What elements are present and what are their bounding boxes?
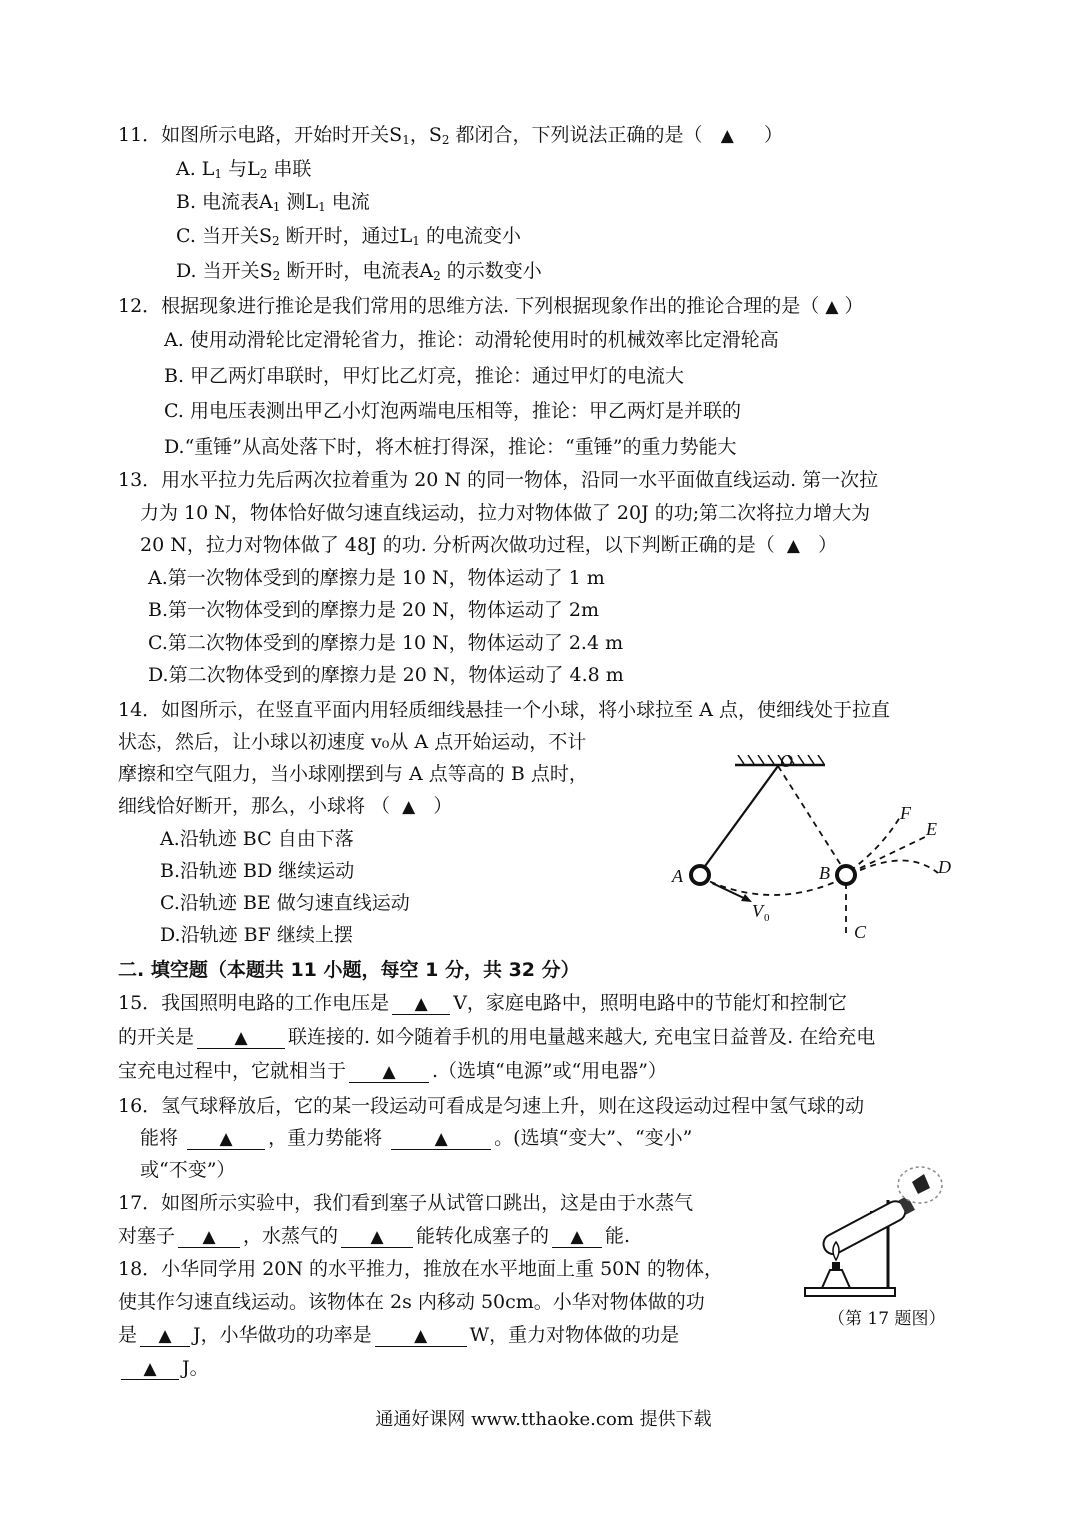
q11-option-d: D. 当开关$S_2$ 断开时，电流表$A_2$ 的示数变小 [176, 260, 542, 283]
q15-line1: 15．我国照明电路的工作电压是 ▲ V，家庭电路中，照明电路中的节能灯和控制它 [118, 992, 847, 1014]
answer-placeholder-icon: ▲ [402, 797, 416, 817]
q15-line2: 的开关是 ▲ 联连接的. 如今随着手机的用电量越来越大, 充电宝日益普及. 在给充电 [118, 1026, 876, 1048]
answer-placeholder-icon: ▲ [158, 1326, 172, 1346]
answer-placeholder-icon: ▲ [382, 1062, 396, 1082]
q13-option-d: D.第二次物体受到的摩擦力是 20 N，物体运动了 4.8 m [148, 664, 624, 686]
q14-option-d: D.沿轨迹 BF 继续上摆 [160, 924, 353, 946]
q14-option-a: A.沿轨迹 BC 自由下落 [160, 828, 354, 850]
path-bd [850, 860, 938, 875]
path-bf [850, 817, 900, 871]
q14-stem-line4: 细线恰好断开，那么，小球将 （ ▲ ） [118, 795, 453, 817]
q13-stem-line1: 13．用水平拉力先后两次拉着重为 20 N 的同一物体，沿同一水平面做直线运动. 第一次拉 [118, 469, 879, 491]
q14-option-c: C.沿轨迹 BE 做匀速直线运动 [160, 892, 410, 914]
path-be [850, 837, 925, 873]
q11-option-c: C. 当开关$S_2$ 断开时，通过$L_1$ 的电流变小 [176, 225, 521, 248]
string-dashed-line [778, 766, 846, 873]
section-heading: 二. 填空题（本题共 11 小题，每空 1 分，共 32 分） [118, 959, 580, 981]
q12-option-c: C. 用电压表测出甲乙小灯泡两端电压相等，推论：甲乙两灯是并联的 [164, 400, 741, 422]
test-tube-apparatus [800, 1160, 950, 1310]
q16-line3: 或“不变”） [140, 1159, 236, 1181]
flame-icon [833, 1242, 839, 1260]
answer-blank[interactable] [349, 1061, 429, 1083]
answer-placeholder-icon: ▲ [219, 1129, 233, 1149]
q12-option-a: A. 使用动滑轮比定滑轮省力，推论：动滑轮使用时的机械效率比定滑轮高 [164, 329, 779, 351]
q16-line1: 16．氢气球释放后，它的某一段运动可看成是匀速上升，则在这段运动过程中氢气球的动 [118, 1095, 865, 1117]
figure-caption: （第 17 题图） [828, 1309, 946, 1329]
label-a: A [672, 866, 683, 886]
q16-line2: 能将 ▲ ，重力势能将 ▲ 。(选填“变大”、“变小” [140, 1127, 693, 1149]
ball-a-icon [691, 866, 709, 884]
answer-placeholder-icon: ▲ [720, 126, 734, 146]
answer-placeholder-icon: ▲ [786, 536, 800, 556]
answer-placeholder-icon: ▲ [414, 1326, 428, 1346]
ball-b-icon [837, 866, 855, 884]
q13-stem-line3: 20 N，拉力对物体做了 48J 的功. 分析两次做功过程，以下判断正确的是（ ▲ ） [140, 534, 838, 556]
answer-placeholder-icon: ▲ [370, 1227, 384, 1247]
q17-line1: 17．如图所示实验中，我们看到塞子从试管口跳出，这是由于水蒸气 [118, 1192, 694, 1214]
q18-line3: 是 ▲ J，小华做功的功率是 ▲ W，重力对物体做的功是 [118, 1324, 680, 1346]
answer-placeholder-icon: ▲ [434, 1129, 448, 1149]
q14-option-b: B.沿轨迹 BD 继续运动 [160, 860, 355, 882]
q14-stem-line3: 摩擦和空气阻力，当小球刚摆到与 A 点等高的 B 点时， [118, 763, 588, 785]
q14-stem-line2: 状态，然后，让小球以初速度 v₀从 A 点开始运动，不计 [118, 731, 587, 753]
label-d: D [938, 857, 951, 877]
label-b: B [819, 863, 830, 883]
answer-blank[interactable] [391, 1128, 491, 1150]
q18-line2: 使其作匀速直线运动。该物体在 2s 内移动 50cm。小华对物体做的功 [118, 1291, 705, 1313]
q13-option-a: A.第一次物体受到的摩擦力是 10 N，物体运动了 1 m [148, 567, 605, 589]
answer-placeholder-icon: ▲ [570, 1227, 584, 1247]
label-v-subscript: 0 [764, 912, 770, 924]
q11-option-b: B. 电流表$A_1$ 测$L_1$ 电流 [176, 191, 370, 214]
alcohol-lamp-icon [822, 1270, 850, 1288]
q12-option-d: D.“重锤”从高处落下时，将木桩打得深，推论：“重锤”的重力势能大 [164, 436, 737, 458]
stand-base-icon [805, 1288, 895, 1296]
q12-option-b: B. 甲乙两灯串联时，甲灯比乙灯亮，推论：通过甲灯的电流大 [164, 365, 685, 387]
answer-blank[interactable] [341, 1226, 413, 1248]
label-e: E [926, 819, 937, 839]
label-v: V [752, 901, 763, 921]
answer-blank[interactable] [392, 993, 450, 1015]
answer-blank[interactable] [187, 1128, 265, 1150]
q13-option-b: B.第一次物体受到的摩擦力是 20 N，物体运动了 2m [148, 599, 600, 621]
answer-blank[interactable] [197, 1027, 285, 1049]
answer-blank[interactable] [140, 1325, 190, 1347]
page-footer: 通通好课网 www.tthaoke.com 提供下载 [375, 1409, 712, 1430]
label-f: F [900, 803, 911, 823]
q11-option-a: A. $L_1$ 与$L_2$ 串联 [176, 158, 312, 181]
answer-placeholder-icon: ▲ [143, 1359, 157, 1379]
q13-option-c: C.第二次物体受到的摩擦力是 10 N，物体运动了 2.4 m [148, 632, 624, 654]
answer-placeholder-icon: ▲ [234, 1028, 248, 1048]
answer-blank[interactable] [178, 1226, 240, 1248]
q15-line3: 宝充电过程中，它就相当于 ▲ .（选填“电源”或“用电器”） [118, 1060, 667, 1082]
label-o: O [780, 755, 793, 771]
q13-stem-line2: 力为 10 N，物体恰好做匀速直线运动，拉力对物体做了 20J 的功;第二次将拉力增大为 [140, 502, 871, 524]
answer-placeholder-icon: ▲ [202, 1227, 216, 1247]
q18-line1: 18．小华同学用 20N 的水平推力，推放在水平地面上重 50N 的物体， [118, 1258, 723, 1280]
answer-blank[interactable] [121, 1358, 179, 1380]
string-line [700, 766, 778, 873]
q18-line4: ▲ J。 [118, 1355, 209, 1381]
q11-stem: 11．如图所示电路，开始时开关$S_1$，$S_2$ 都闭合，下列说法正确的是（ ▲ ） [118, 124, 783, 147]
answer-blank[interactable] [375, 1325, 467, 1347]
label-c: C [854, 922, 867, 942]
q14-stem-line1: 14．如图所示，在竖直平面内用轻质细线悬挂一个小球，将小球拉至 A 点，使细线处于拉直 [118, 699, 890, 721]
answer-placeholder-icon: ▲ [414, 994, 428, 1014]
pendulum-diagram [660, 755, 980, 945]
q12-stem: 12．根据现象进行推论是我们常用的思维方法. 下列根据现象作出的推论合理的是（ ▲ ） [118, 295, 864, 317]
answer-blank[interactable] [552, 1226, 602, 1248]
q17-line2: 对塞子 ▲ ，水蒸气的 ▲ 能转化成塞子的 ▲ 能. [118, 1225, 631, 1247]
answer-placeholder-icon: ▲ [825, 297, 839, 317]
